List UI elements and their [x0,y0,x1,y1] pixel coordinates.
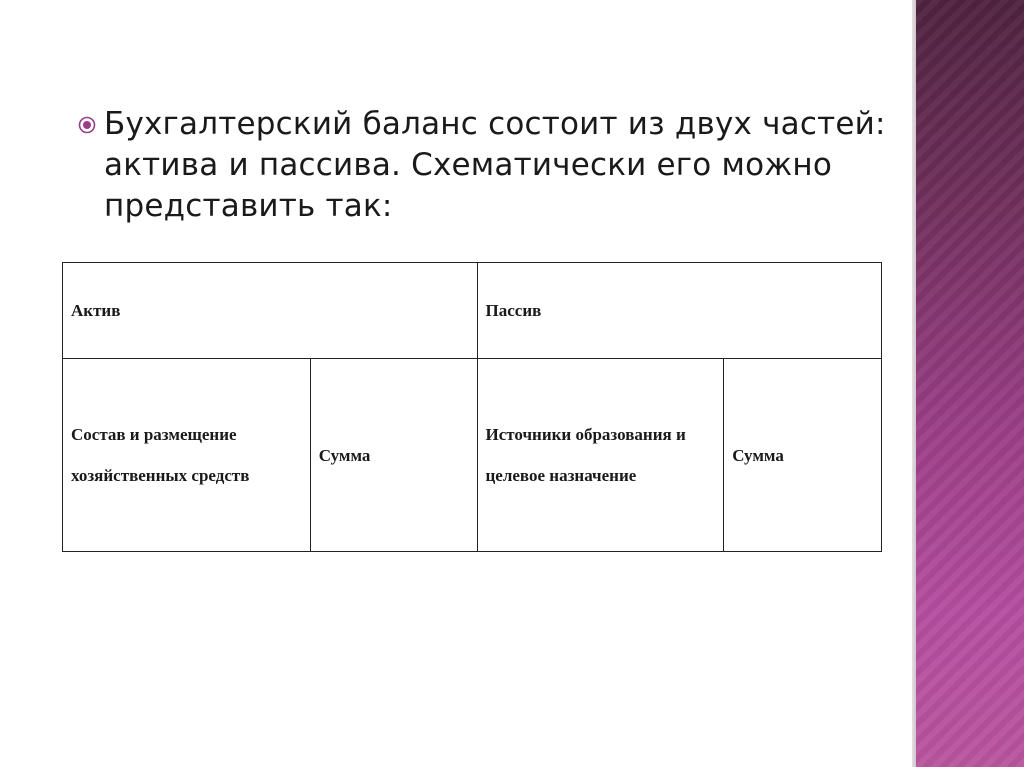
table-header-row [63,263,882,359]
header-cell-assets [63,263,478,359]
bullet-item [78,104,898,227]
cell-liabilities-sum [724,359,882,552]
balance-table [62,262,882,552]
assets-sum-text: Сумма [318,445,371,465]
bullet-text: Бухгалтерский баланс состоит из двух частей: актива и пассива. Схематически его можно представить так: [104,106,886,224]
decorative-side-band [916,0,1024,767]
cell-liabilities-sources [477,359,724,552]
assets-composition-text: Состав и размещение хозяйственных средств [71,425,250,485]
radio-bullet-icon [78,116,96,134]
header-cell-liabilities [477,263,882,359]
header-assets-label: Актив [71,301,121,320]
liabilities-sum-text: Сумма [732,445,784,465]
cell-assets-sum [310,359,477,552]
liabilities-sources-text: Источники образования и целевое назначение [485,425,686,485]
header-liabilities-label: Пассив [485,301,542,320]
table-row [63,359,882,552]
cell-assets-composition [63,359,311,552]
